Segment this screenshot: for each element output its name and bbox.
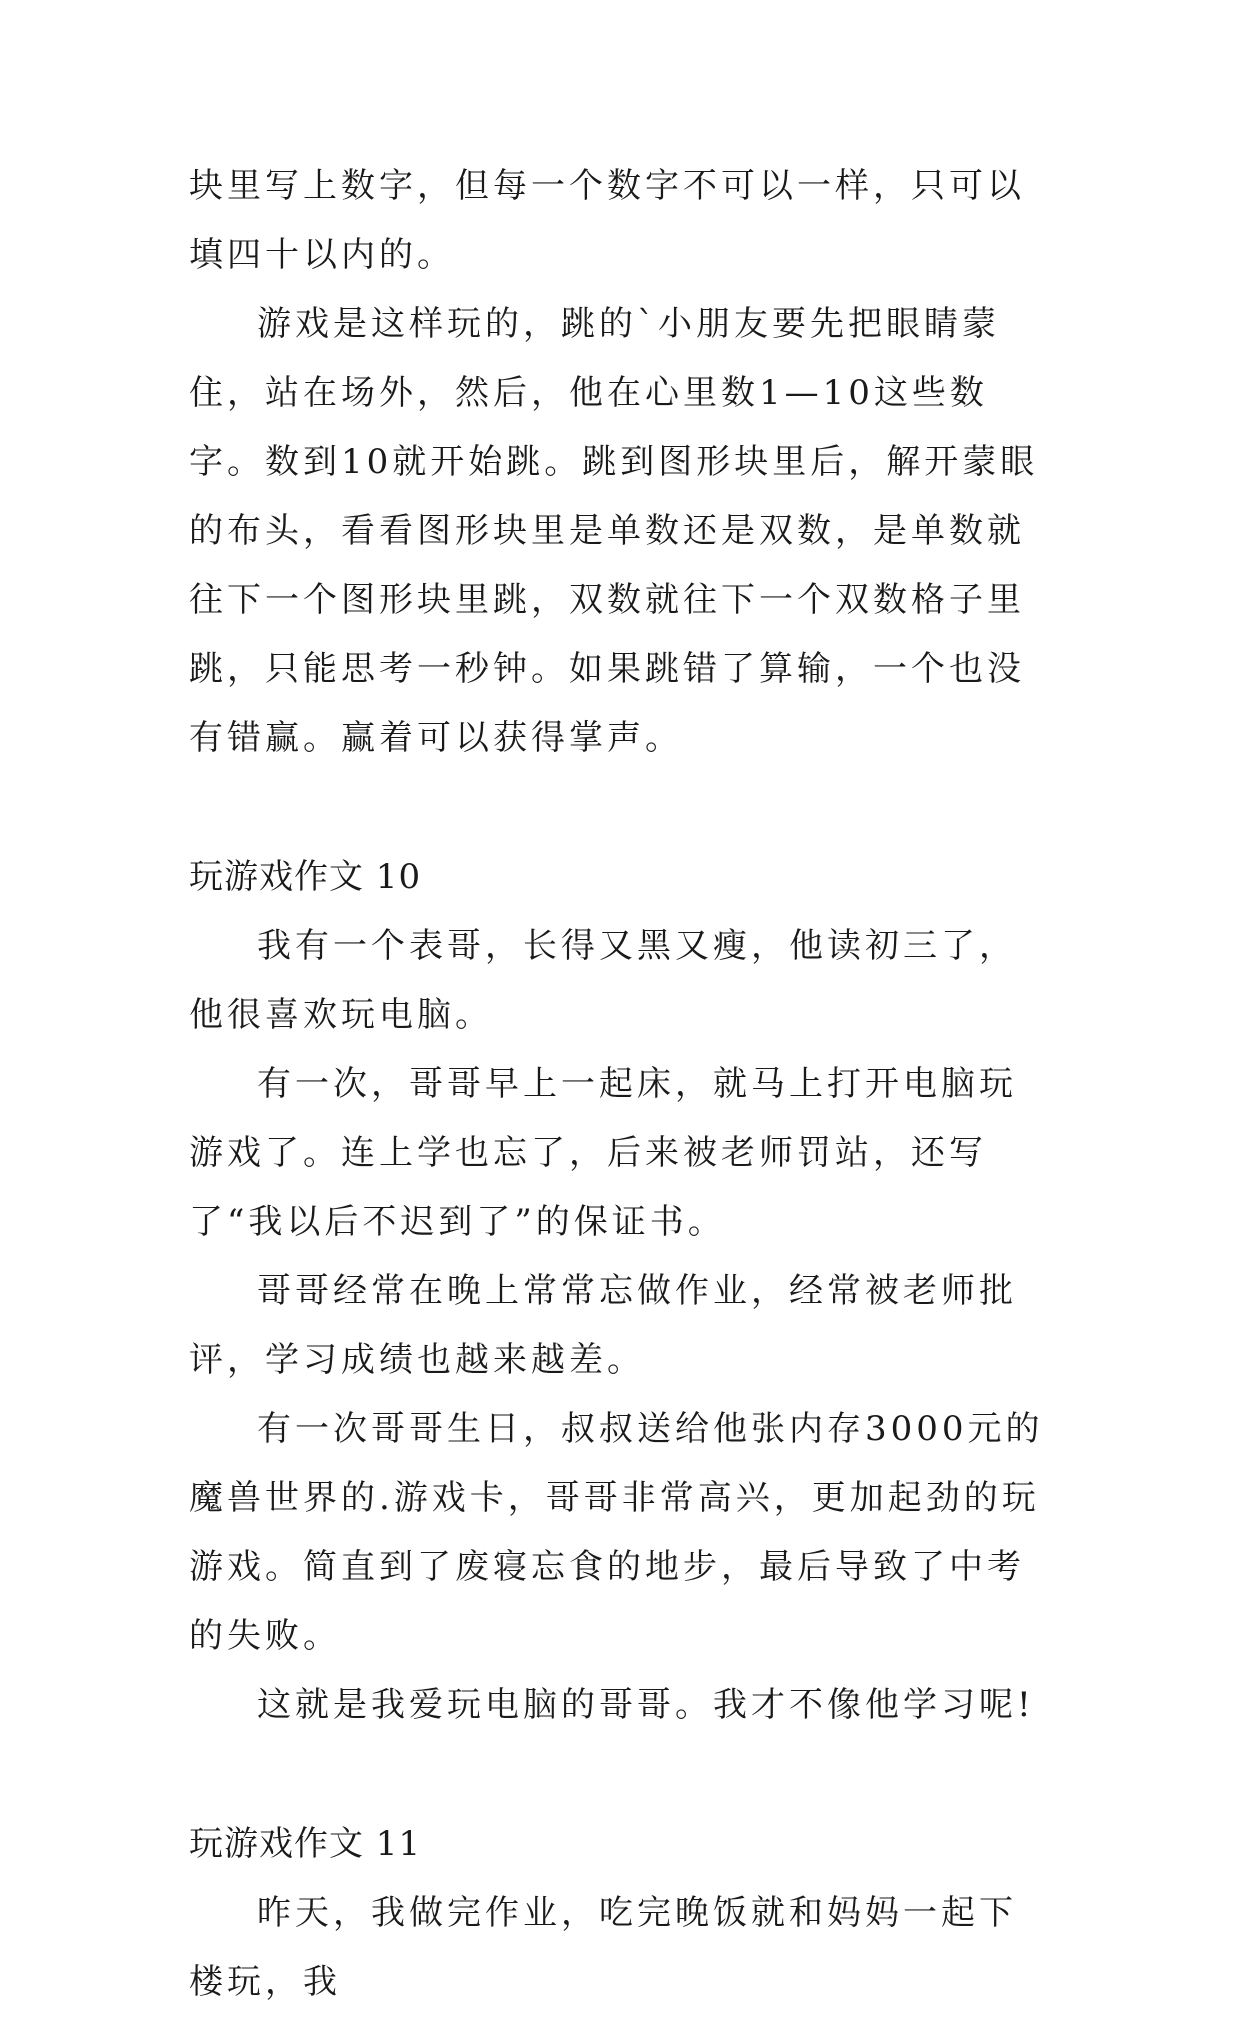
paragraph-morning-game: 有一次，哥哥早上一起床，就马上打开电脑玩游戏了。连上学也忘了，后来被老师罚站，还写了“我以后不迟到了”的保证书。: [189, 1064, 1017, 1242]
paragraph-continued: 块里写上数字，但每一个数字不可以一样，只可以填四十以内的。: [189, 166, 1025, 275]
section-spacer: [189, 1740, 1049, 1810]
paragraph-yesterday: 昨天，我做完作业，吃完晚饭就和妈妈一起下楼玩，我: [189, 1893, 1017, 2002]
section-spacer: [189, 773, 1049, 843]
paragraph-cousin-intro: 我有一个表哥，长得又黑又瘦，他读初三了，他很喜欢玩电脑。: [189, 926, 1017, 1035]
paragraph-homework: 哥哥经常在晚上常常忘做作业，经常被老师批评，学习成绩也越来越差。: [189, 1271, 1017, 1380]
document-body: [189, 152, 1049, 2017]
paragraph-game-rules: 游戏是这样玩的，跳的`小朋友要先把眼睛蒙住，站在场外，然后，他在心里数1—10这些数字。数到10就开始跳。跳到图形块里后，解开蒙眼的布头，看看图形块里是单数还是双数，是单数就往下一个图形块里跳，双数就往下一个双数格子里跳，只能思考一秒钟。如果跳错了算输，一个也没有错赢。赢着可以获得掌声。: [189, 304, 1039, 758]
section-title-11: 玩游戏作文 11: [189, 1824, 422, 1864]
paragraph-conclusion: 这就是我爱玩电脑的哥哥。我才不像他学习呢!: [257, 1685, 1035, 1725]
section-title-10: 玩游戏作文 10: [189, 857, 422, 897]
paragraph-birthday-card: 有一次哥哥生日，叔叔送给他张内存3000元的魔兽世界的.游戏卡，哥哥非常高兴，更加起劲的玩游戏。简直到了废寝忘食的地步，最后导致了中考的失败。: [189, 1409, 1044, 1656]
